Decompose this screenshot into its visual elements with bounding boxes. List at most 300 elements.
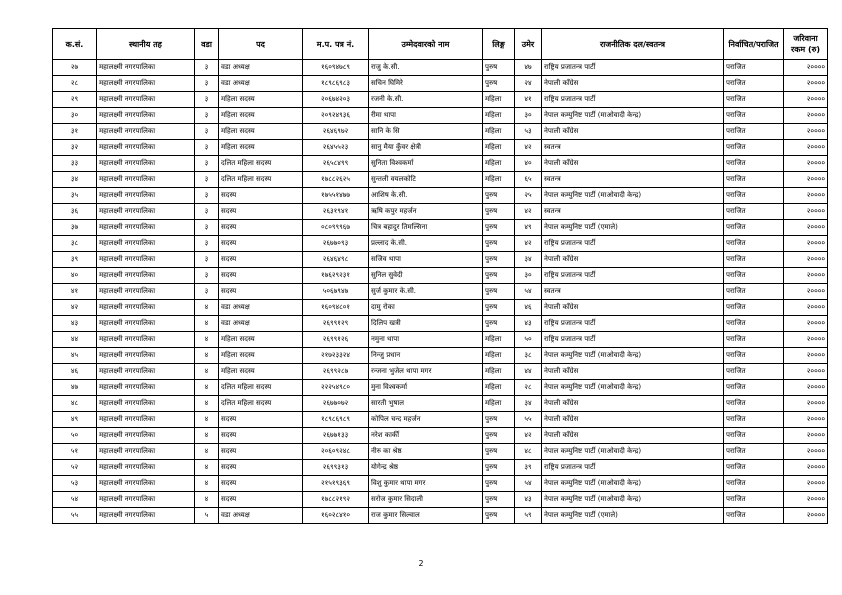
table-row — [53, 412, 828, 428]
voter-id-number-cell: २६७७०७२ — [303, 396, 369, 412]
table-row — [53, 316, 828, 332]
local-level-cell: महालक्ष्मी नगरपालिका — [97, 332, 195, 348]
fine-amount-cell: २०००० — [784, 300, 828, 316]
political-party-cell: नेपाल कम्युनिष्ट पार्टी (माओवादी केन्द्र) — [542, 380, 724, 396]
candidate-name-cell: आशिष के.सी. — [369, 188, 483, 204]
position-cell: सदस्य — [219, 492, 303, 508]
result-cell: पराजित — [724, 492, 784, 508]
political-party-cell: नेपाल कम्युनिष्ट पार्टी (माओवादी केन्द्र) — [542, 476, 724, 492]
result-cell: पराजित — [724, 108, 784, 124]
fine-amount-cell: २०००० — [784, 492, 828, 508]
result-cell: पराजित — [724, 188, 784, 204]
candidate-name-cell: रन्जना भुजेल थापा मगर — [369, 364, 483, 380]
gender-cell: पुरुष — [483, 220, 515, 236]
political-party-cell: नेपाल कम्युनिष्ट पार्टी (माओवादी केन्द्र) — [542, 108, 724, 124]
gender-cell: पुरुष — [483, 300, 515, 316]
gender-cell: महिला — [483, 380, 515, 396]
header-age: उमेर — [515, 29, 542, 60]
political-party-cell: नेपाली काँग्रेस — [542, 124, 724, 140]
fine-amount-cell: २०००० — [784, 236, 828, 252]
voter-id-number-cell: १६०९४८०१ — [303, 300, 369, 316]
voter-id-number-cell: १८९८६९८३ — [303, 76, 369, 92]
fine-amount-cell: २०००० — [784, 316, 828, 332]
fine-amount-cell: २०००० — [784, 172, 828, 188]
serial-number-cell: ४४ — [53, 332, 97, 348]
gender-cell: पुरुष — [483, 428, 515, 444]
serial-number-cell: ३२ — [53, 140, 97, 156]
table-row — [53, 204, 828, 220]
ward-cell: ४ — [195, 380, 219, 396]
result-cell: पराजित — [724, 364, 784, 380]
serial-number-cell: २८ — [53, 76, 97, 92]
fine-amount-cell: २०००० — [784, 332, 828, 348]
political-party-cell: स्वतन्त्र — [542, 204, 724, 220]
candidates-table — [52, 28, 828, 524]
candidate-name-cell: सुर्ज कुमार के.सी. — [369, 284, 483, 300]
table-row — [53, 76, 828, 92]
age-cell: २८ — [515, 380, 542, 396]
candidate-name-cell: राज कुमार सिल्वाल — [369, 508, 483, 524]
local-level-cell: महालक्ष्मी नगरपालिका — [97, 380, 195, 396]
age-cell: ४२ — [515, 140, 542, 156]
result-cell: पराजित — [724, 252, 784, 268]
age-cell: ४६ — [515, 300, 542, 316]
fine-amount-cell: २०००० — [784, 380, 828, 396]
ward-cell: ४ — [195, 364, 219, 380]
voter-id-number-cell: १७५५१४७७ — [303, 188, 369, 204]
voter-id-number-cell: ५०६७९४७ — [303, 284, 369, 300]
candidate-name-cell: ऋषि कपुर महर्जन — [369, 204, 483, 220]
voter-id-number-cell: २६७७१३३ — [303, 428, 369, 444]
result-cell: पराजित — [724, 412, 784, 428]
serial-number-cell: ३९ — [53, 252, 97, 268]
serial-number-cell: ४० — [53, 268, 97, 284]
political-party-cell: नेपाली काँग्रेस — [542, 364, 724, 380]
fine-amount-cell: २०००० — [784, 412, 828, 428]
candidate-name-cell: सुनिल सुवेदी — [369, 268, 483, 284]
local-level-cell: महालक्ष्मी नगरपालिका — [97, 412, 195, 428]
header-position: पद — [219, 29, 303, 60]
fine-amount-cell: २०००० — [784, 252, 828, 268]
candidate-name-cell: कोपिल चन्द महर्जन — [369, 412, 483, 428]
position-cell: महिला सदस्य — [219, 364, 303, 380]
ward-cell: ४ — [195, 332, 219, 348]
position-cell: महिला सदस्य — [219, 348, 303, 364]
result-cell: पराजित — [724, 332, 784, 348]
gender-cell: पुरुष — [483, 508, 515, 524]
gender-cell: महिला — [483, 348, 515, 364]
table-row — [53, 284, 828, 300]
candidate-name-cell: योगेन्द्र श्रेष्ठ — [369, 460, 483, 476]
position-cell: महिला सदस्य — [219, 332, 303, 348]
position-cell: सदस्य — [219, 412, 303, 428]
result-cell: पराजित — [724, 172, 784, 188]
gender-cell: महिला — [483, 124, 515, 140]
fine-amount-cell: २०००० — [784, 188, 828, 204]
serial-number-cell: ४५ — [53, 348, 97, 364]
serial-number-cell: ४८ — [53, 396, 97, 412]
local-level-cell: महालक्ष्मी नगरपालिका — [97, 316, 195, 332]
table-row — [53, 332, 828, 348]
local-level-cell: महालक्ष्मी नगरपालिका — [97, 284, 195, 300]
voter-id-number-cell: ०८०९९९६७ — [303, 220, 369, 236]
table-row — [53, 156, 828, 172]
ward-cell: ४ — [195, 348, 219, 364]
gender-cell: पुरुष — [483, 444, 515, 460]
voter-id-number-cell: २६५८४९९ — [303, 156, 369, 172]
voter-id-number-cell: १८९८६९८९ — [303, 412, 369, 428]
position-cell: सदस्य — [219, 220, 303, 236]
voter-id-number-cell: १७८८२६२५ — [303, 172, 369, 188]
political-party-cell: नेपाली काँग्रेस — [542, 252, 724, 268]
local-level-cell: महालक्ष्मी नगरपालिका — [97, 92, 195, 108]
table-row — [53, 220, 828, 236]
age-cell: ४२ — [515, 428, 542, 444]
voter-id-number-cell: १६०२८४१० — [303, 508, 369, 524]
local-level-cell: महालक्ष्मी नगरपालिका — [97, 188, 195, 204]
position-cell: दलित महिला सदस्य — [219, 172, 303, 188]
gender-cell: पुरुष — [483, 492, 515, 508]
age-cell: २४ — [515, 76, 542, 92]
position-cell: सदस्य — [219, 236, 303, 252]
table-row — [53, 348, 828, 364]
header-fine-amount: जरिवाना रकम (रु) — [784, 29, 828, 60]
table-row — [53, 60, 828, 76]
age-cell: ५९ — [515, 508, 542, 524]
header-political-party: राजनीतिक दल/स्वतन्त्र — [542, 29, 724, 60]
table-row — [53, 188, 828, 204]
gender-cell: महिला — [483, 92, 515, 108]
result-cell: पराजित — [724, 348, 784, 364]
voter-id-number-cell: २६९९१२६ — [303, 332, 369, 348]
local-level-cell: महालक्ष्मी नगरपालिका — [97, 124, 195, 140]
ward-cell: ३ — [195, 188, 219, 204]
fine-amount-cell: २०००० — [784, 108, 828, 124]
local-level-cell: महालक्ष्मी नगरपालिका — [97, 300, 195, 316]
voter-id-number-cell: २०६०९२४८ — [303, 444, 369, 460]
ward-cell: ४ — [195, 300, 219, 316]
voter-id-number-cell: १७८८२१९२ — [303, 492, 369, 508]
political-party-cell: नेपाल कम्युनिष्ट पार्टी (माओवादी केन्द्र) — [542, 492, 724, 508]
result-cell: पराजित — [724, 60, 784, 76]
candidate-name-cell: सुनिता विश्वकर्मा — [369, 156, 483, 172]
fine-amount-cell: २०००० — [784, 428, 828, 444]
fine-amount-cell: २०००० — [784, 92, 828, 108]
position-cell: वडा अध्यक्ष — [219, 76, 303, 92]
position-cell: महिला सदस्य — [219, 92, 303, 108]
serial-number-cell: ३३ — [53, 156, 97, 172]
age-cell: ६५ — [515, 172, 542, 188]
header-voter-id-number: म.प. पत्र नं. — [303, 29, 369, 60]
serial-number-cell: २९ — [53, 92, 97, 108]
voter-id-number-cell: २१७२३३२४ — [303, 348, 369, 364]
table-row — [53, 92, 828, 108]
candidate-name-cell: दामु रोका — [369, 300, 483, 316]
political-party-cell: राष्ट्रिय प्रजातन्त्र पार्टी — [542, 92, 724, 108]
header-local-level: स्थानीय तह — [97, 29, 195, 60]
political-party-cell: नेपाली काँग्रेस — [542, 156, 724, 172]
result-cell: पराजित — [724, 284, 784, 300]
candidate-name-cell: प्रल्लाद के.सी. — [369, 236, 483, 252]
age-cell: ३४ — [515, 396, 542, 412]
local-level-cell: महालक्ष्मी नगरपालिका — [97, 156, 195, 172]
serial-number-cell: ३५ — [53, 188, 97, 204]
ward-cell: ३ — [195, 60, 219, 76]
candidate-name-cell: सारती भुषाल — [369, 396, 483, 412]
local-level-cell: महालक्ष्मी नगरपालिका — [97, 108, 195, 124]
header-gender: लिङ्ग — [483, 29, 515, 60]
age-cell: ३४ — [515, 252, 542, 268]
voter-id-number-cell: १७६२९२३१ — [303, 268, 369, 284]
gender-cell: पुरुष — [483, 204, 515, 220]
candidate-name-cell: निन्जु प्रधान — [369, 348, 483, 364]
serial-number-cell: ३६ — [53, 204, 97, 220]
result-cell: पराजित — [724, 124, 784, 140]
candidate-name-cell: रजनी के.सी. — [369, 92, 483, 108]
voter-id-number-cell: २६४६९७२ — [303, 124, 369, 140]
position-cell: सदस्य — [219, 188, 303, 204]
candidate-name-cell: नीरु का श्रेष्ठ — [369, 444, 483, 460]
result-cell: पराजित — [724, 508, 784, 524]
result-cell: पराजित — [724, 156, 784, 172]
gender-cell: महिला — [483, 140, 515, 156]
age-cell: ४३ — [515, 316, 542, 332]
serial-number-cell: ३४ — [53, 172, 97, 188]
table-row — [53, 300, 828, 316]
position-cell: सदस्य — [219, 252, 303, 268]
position-cell: सदस्य — [219, 460, 303, 476]
table-body — [53, 60, 828, 524]
age-cell: ४३ — [515, 492, 542, 508]
age-cell: ४० — [515, 156, 542, 172]
ward-cell: ३ — [195, 284, 219, 300]
voter-id-number-cell: २६९९२८७ — [303, 364, 369, 380]
local-level-cell: महालक्ष्मी नगरपालिका — [97, 508, 195, 524]
age-cell: ४४ — [515, 364, 542, 380]
page-number: 2 — [418, 559, 424, 568]
table-row — [53, 508, 828, 524]
result-cell: पराजित — [724, 300, 784, 316]
candidate-name-cell: सानि के सि — [369, 124, 483, 140]
ward-cell: ३ — [195, 268, 219, 284]
gender-cell: पुरुष — [483, 412, 515, 428]
political-party-cell: स्वतन्त्र — [542, 172, 724, 188]
gender-cell: पुरुष — [483, 236, 515, 252]
political-party-cell: राष्ट्रिय प्रजातन्त्र पार्टी — [542, 268, 724, 284]
political-party-cell: स्वतन्त्र — [542, 140, 724, 156]
table-row — [53, 428, 828, 444]
header-ward: वडा — [195, 29, 219, 60]
ward-cell: ३ — [195, 156, 219, 172]
serial-number-cell: ५४ — [53, 492, 97, 508]
local-level-cell: महालक्ष्मी नगरपालिका — [97, 460, 195, 476]
fine-amount-cell: २०००० — [784, 508, 828, 524]
position-cell: वडा अध्यक्ष — [219, 60, 303, 76]
age-cell: ५४ — [515, 476, 542, 492]
local-level-cell: महालक्ष्मी नगरपालिका — [97, 476, 195, 492]
result-cell: पराजित — [724, 460, 784, 476]
serial-number-cell: ५० — [53, 428, 97, 444]
ward-cell: ४ — [195, 396, 219, 412]
candidate-name-cell: सुन्तली वयलकोटि — [369, 172, 483, 188]
table-row — [53, 364, 828, 380]
age-cell: ४७ — [515, 60, 542, 76]
age-cell: ५० — [515, 332, 542, 348]
serial-number-cell: ५५ — [53, 508, 97, 524]
age-cell: ३० — [515, 108, 542, 124]
ward-cell: ३ — [195, 76, 219, 92]
table-row — [53, 444, 828, 460]
result-cell: पराजित — [724, 204, 784, 220]
age-cell: ५३ — [515, 124, 542, 140]
voter-id-number-cell: २६४५५२३ — [303, 140, 369, 156]
candidate-name-cell: चित्र बहादुर तिमल्सिना — [369, 220, 483, 236]
gender-cell: पुरुष — [483, 252, 515, 268]
gender-cell: पुरुष — [483, 188, 515, 204]
serial-number-cell: ४६ — [53, 364, 97, 380]
voter-id-number-cell: १६०९४७८९ — [303, 60, 369, 76]
candidate-name-cell: दिलिप खत्री — [369, 316, 483, 332]
gender-cell: पुरुष — [483, 284, 515, 300]
serial-number-cell: ४३ — [53, 316, 97, 332]
position-cell: वडा अध्यक्ष — [219, 508, 303, 524]
table-row — [53, 268, 828, 284]
result-cell: पराजित — [724, 268, 784, 284]
political-party-cell: राष्ट्रिय प्रजातन्त्र पार्टी — [542, 60, 724, 76]
local-level-cell: महालक्ष्मी नगरपालिका — [97, 364, 195, 380]
position-cell: दलित महिला सदस्य — [219, 380, 303, 396]
gender-cell: पुरुष — [483, 76, 515, 92]
header-serial-number: क.सं. — [53, 29, 97, 60]
local-level-cell: महालक्ष्मी नगरपालिका — [97, 428, 195, 444]
position-cell: सदस्य — [219, 476, 303, 492]
gender-cell: महिला — [483, 172, 515, 188]
ward-cell: ४ — [195, 460, 219, 476]
result-cell: पराजित — [724, 396, 784, 412]
gender-cell: महिला — [483, 332, 515, 348]
voter-id-number-cell: २०६७४२०३ — [303, 92, 369, 108]
fine-amount-cell: २०००० — [784, 60, 828, 76]
result-cell: पराजित — [724, 476, 784, 492]
table-header — [53, 29, 828, 60]
fine-amount-cell: २०००० — [784, 156, 828, 172]
political-party-cell: नेपाल कम्युनिष्ट पार्टी (एमाले) — [542, 508, 724, 524]
political-party-cell: स्वतन्त्र — [542, 284, 724, 300]
age-cell: ४१ — [515, 92, 542, 108]
serial-number-cell: ३० — [53, 108, 97, 124]
position-cell: सदस्य — [219, 268, 303, 284]
position-cell: वडा अध्यक्ष — [219, 316, 303, 332]
political-party-cell: नेपाल कम्युनिष्ट पार्टी (माओवादी केन्द्र) — [542, 348, 724, 364]
table-row — [53, 252, 828, 268]
gender-cell: पुरुष — [483, 268, 515, 284]
local-level-cell: महालक्ष्मी नगरपालिका — [97, 236, 195, 252]
political-party-cell: नेपाली काँग्रेस — [542, 76, 724, 92]
voter-id-number-cell: २६३१९४१ — [303, 204, 369, 220]
candidate-name-cell: नरेश कार्की — [369, 428, 483, 444]
local-level-cell: महालक्ष्मी नगरपालिका — [97, 444, 195, 460]
position-cell: महिला सदस्य — [219, 124, 303, 140]
age-cell: ५५ — [515, 412, 542, 428]
candidate-name-cell: सानु मैया कुँवर क्षेत्री — [369, 140, 483, 156]
local-level-cell: महालक्ष्मी नगरपालिका — [97, 140, 195, 156]
table-row — [53, 476, 828, 492]
fine-amount-cell: २०००० — [784, 444, 828, 460]
gender-cell: महिला — [483, 396, 515, 412]
fine-amount-cell: २०००० — [784, 124, 828, 140]
serial-number-cell: ५२ — [53, 460, 97, 476]
ward-cell: ४ — [195, 492, 219, 508]
gender-cell: महिला — [483, 364, 515, 380]
header-candidate-name: उम्मेदवारको नाम — [369, 29, 483, 60]
fine-amount-cell: २०००० — [784, 396, 828, 412]
table-row — [53, 124, 828, 140]
position-cell: वडा अध्यक्ष — [219, 300, 303, 316]
ward-cell: ४ — [195, 316, 219, 332]
result-cell: पराजित — [724, 316, 784, 332]
result-cell: पराजित — [724, 380, 784, 396]
result-cell: पराजित — [724, 236, 784, 252]
age-cell: ४२ — [515, 204, 542, 220]
table-row — [53, 236, 828, 252]
serial-number-cell: ३१ — [53, 124, 97, 140]
age-cell: ३९ — [515, 460, 542, 476]
position-cell: सदस्य — [219, 204, 303, 220]
serial-number-cell: २७ — [53, 60, 97, 76]
ward-cell: ४ — [195, 444, 219, 460]
table-row — [53, 380, 828, 396]
result-cell: पराजित — [724, 444, 784, 460]
ward-cell: ३ — [195, 124, 219, 140]
position-cell: सदस्य — [219, 428, 303, 444]
position-cell: दलित महिला सदस्य — [219, 396, 303, 412]
ward-cell: ४ — [195, 412, 219, 428]
ward-cell: ३ — [195, 220, 219, 236]
local-level-cell: महालक्ष्मी नगरपालिका — [97, 172, 195, 188]
position-cell: महिला सदस्य — [219, 108, 303, 124]
candidate-name-cell: नमुना थापा — [369, 332, 483, 348]
result-cell: पराजित — [724, 220, 784, 236]
candidate-name-cell: सरोज कुमार सिदाली — [369, 492, 483, 508]
position-cell: सदस्य — [219, 284, 303, 300]
local-level-cell: महालक्ष्मी नगरपालिका — [97, 252, 195, 268]
voter-id-number-cell: २०९२४९३६ — [303, 108, 369, 124]
voter-id-number-cell: २६९९१२९ — [303, 316, 369, 332]
ward-cell: ३ — [195, 236, 219, 252]
table-row — [53, 460, 828, 476]
voter-id-number-cell: २२२५४९८० — [303, 380, 369, 396]
gender-cell: महिला — [483, 108, 515, 124]
gender-cell: पुरुष — [483, 476, 515, 492]
political-party-cell: राष्ट्रिय प्रजातन्त्र पार्टी — [542, 316, 724, 332]
result-cell: पराजित — [724, 428, 784, 444]
local-level-cell: महालक्ष्मी नगरपालिका — [97, 492, 195, 508]
serial-number-cell: ४२ — [53, 300, 97, 316]
serial-number-cell: ४७ — [53, 380, 97, 396]
position-cell: दलित महिला सदस्य — [219, 156, 303, 172]
ward-cell: ३ — [195, 92, 219, 108]
gender-cell: पुरुष — [483, 460, 515, 476]
ward-cell: ३ — [195, 172, 219, 188]
gender-cell: महिला — [483, 156, 515, 172]
result-cell: पराजित — [724, 92, 784, 108]
header-row — [53, 29, 828, 60]
political-party-cell: राष्ट्रिय प्रजातन्त्र पार्टी — [542, 332, 724, 348]
political-party-cell: नेपाली काँग्रेस — [542, 300, 724, 316]
age-cell: ४८ — [515, 444, 542, 460]
fine-amount-cell: २०००० — [784, 364, 828, 380]
gender-cell: पुरुष — [483, 60, 515, 76]
